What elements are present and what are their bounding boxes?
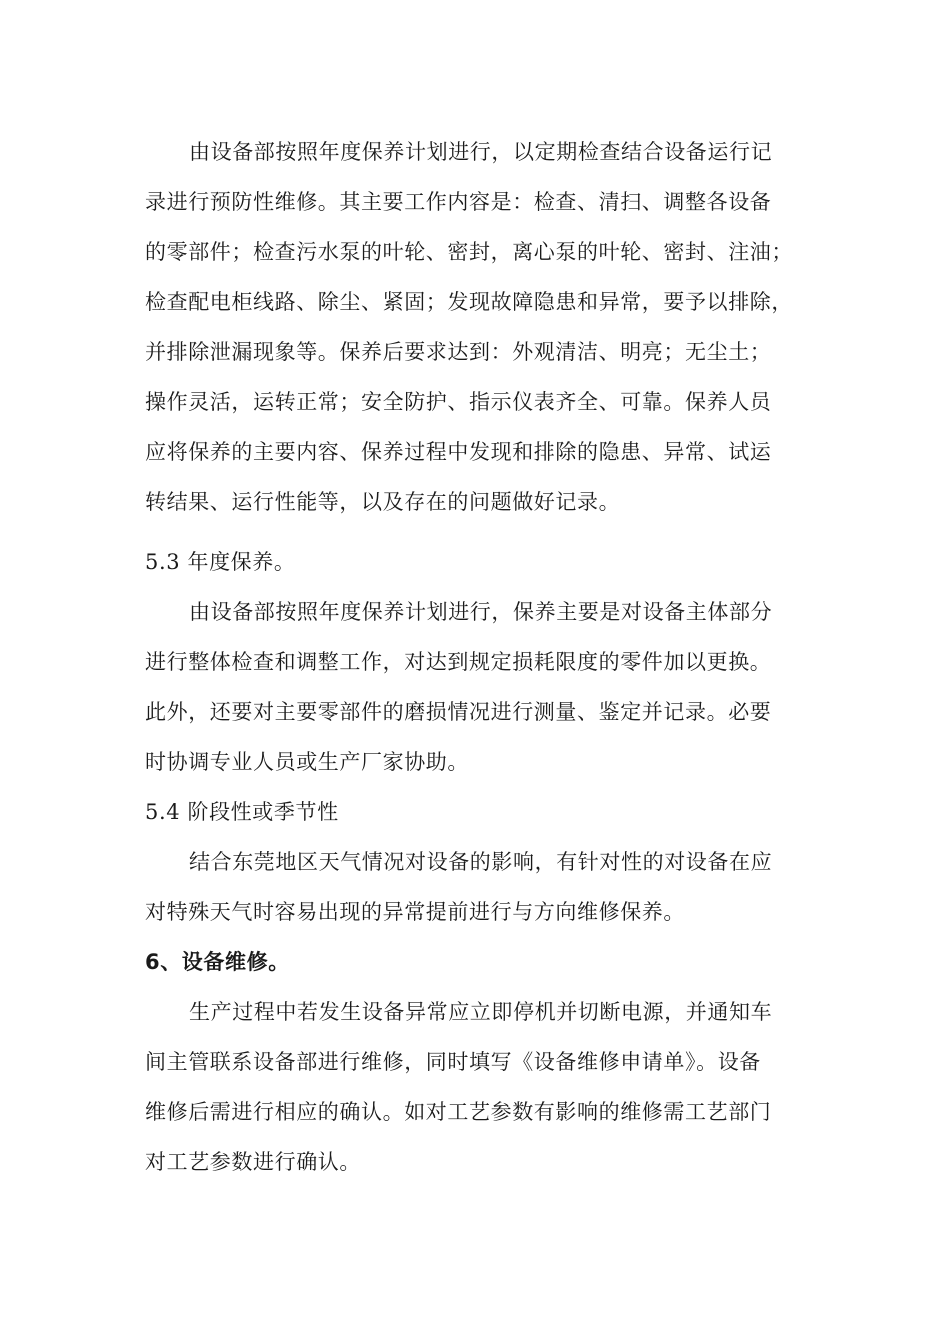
paragraph-line: 录进行预防性维修。其主要工作内容是：检查、清扫、调整各设备: [145, 190, 772, 214]
paragraph-line: 时协调专业人员或生产厂家协助。: [145, 750, 469, 774]
paragraph-line: 进行整体检查和调整工作，对达到规定损耗限度的零件加以更换。: [145, 650, 772, 674]
paragraph-line: 检查配电柜线路、除尘、紧固；发现故障隐患和异常，要予以排除，: [145, 290, 793, 314]
paragraph-line: 对工艺参数进行确认。: [145, 1150, 361, 1174]
paragraph-line: 并排除泄漏现象等。保养后要求达到：外观清洁、明亮；无尘土；: [145, 340, 772, 364]
paragraph-line: 间主管联系设备部进行维修，同时填写《设备维修申请单》。设备: [145, 1050, 761, 1074]
paragraph-line: 生产过程中若发生设备异常应立即停机并切断电源，并通知车: [189, 1000, 773, 1024]
paragraph-line: 由设备部按照年度保养计划进行，以定期检查结合设备运行记: [189, 140, 773, 164]
paragraph-line: 此外，还要对主要零部件的磨损情况进行测量、鉴定并记录。必要: [145, 700, 772, 724]
paragraph-line: 对特殊天气时容易出现的异常提前进行与方向维修保养。: [145, 900, 685, 924]
section-title-6: 6、设备维修。: [145, 950, 290, 974]
paragraph-line: 由设备部按照年度保养计划进行，保养主要是对设备主体部分: [189, 600, 773, 624]
section-title-5-4: 5.4 阶段性或季节性: [145, 800, 339, 824]
paragraph-line: 结合东莞地区天气情况对设备的影响，有针对性的对设备在应: [189, 850, 773, 874]
paragraph-line: 维修后需进行相应的确认。如对工艺参数有影响的维修需工艺部门: [145, 1100, 772, 1124]
paragraph-line: 转结果、运行性能等，以及存在的问题做好记录。: [145, 490, 621, 514]
section-title-5-3: 5.3 年度保养。: [145, 550, 296, 574]
paragraph-line: 操作灵活，运转正常；安全防护、指示仪表齐全、可靠。保养人员: [145, 390, 772, 414]
paragraph-line: 的零部件；检查污水泵的叶轮、密封，离心泵的叶轮、密封、注油；: [145, 240, 793, 264]
paragraph-line: 应将保养的主要内容、保养过程中发现和排除的隐患、异常、试运: [145, 440, 772, 464]
